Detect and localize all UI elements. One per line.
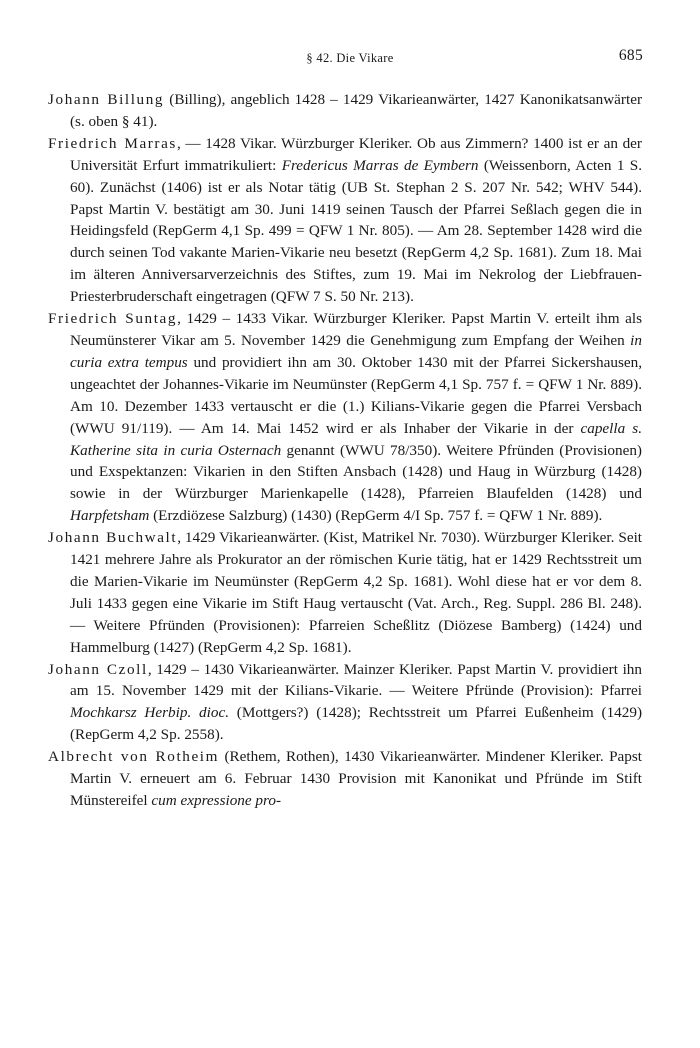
italic-citation: Fredericus Marras de Eymbern xyxy=(281,156,479,174)
body-text xyxy=(48,89,642,812)
entry-name: Friedrich Suntag xyxy=(48,310,178,328)
entry-text: , 1429 – 1430 Vikarieanwärter. Mainzer Kleriker. Papst Martin V. providiert ihn am 15. November 1429 mit der Kilians-Vikarie. — Weitere Pfründe (Provision): Pfarrei xyxy=(70,660,642,700)
entry-name: Friedrich Marras xyxy=(48,134,177,152)
running-head xyxy=(0,47,700,69)
italic-citation: in curia extra tempus xyxy=(70,331,642,371)
entry-text: , 1429 Vikarieanwärter. (Kist, Matrikel Nr. 7030). Würzburger Kleriker. Seit 1421 mehrere Jahre als Prokurator an der römischen Kurie tätig, hat er 1429 Rechtsstreit um die Marien-Vikarie im Neumünster (RepGerm 4,2 Sp. 1681). Wohl diese hat er vor dem 8. Juli 1433 gegen eine Vikarie im Stift Haug vertauscht (Vat. Arch., Reg. Suppl. 286 Bl. 248). — Weitere Pfründen (Provisionen): Pfarreien Scheßlitz (Diözese Bamberg) (1424) und Hammelburg (1427) (RepGerm 4,2 Sp. 1681). xyxy=(70,529,643,656)
italic-citation: Harpfetsham xyxy=(70,507,150,525)
entry-text: und providiert ihn am 30. Oktober 1430 mit der Pfarrei Sickershausen, ungeachtet der Johannes-Vikarie im Neumünster (RepGerm 4,1 Sp. 757 f. = QFW 1 Nr. 889). Am 10. Dezember 1433 vertauscht er die (1.) Kilians-Vikarie gegen die Pfarrei Versbach (WWU 91/119). — Am 14. Mai 1452 wird er als Inhaber der Vikarie in der xyxy=(70,353,643,437)
entry-text: (Rethem, Rothen), 1430 Vikarieanwärter. Mindener Kleriker. Papst Martin V. erneuert am 6. Februar 1430 Provision mit Kanonikat und Pfründe im Stift Münstereifel xyxy=(70,748,643,809)
entry-name: Johann Billung xyxy=(48,91,165,108)
entry-name: Albrecht von Rotheim xyxy=(48,748,220,766)
entry-friedrich-marras xyxy=(48,133,642,308)
entry-name: Johann Buchwalt xyxy=(48,529,178,547)
entry-text: , — 1428 Vikar. Würzburger Kleriker. Ob aus Zimmern? 1400 ist er an der Universität Erfurt immatrikuliert: xyxy=(70,134,642,174)
running-title: § 42. Die Vikare xyxy=(306,51,394,65)
entry-text: , 1429 – 1433 Vikar. Würzburger Kleriker. Papst Martin V. erteilt ihm als Neumünsterer Vikar am 5. November 1429 die Genehmigung zum Empfang der Weihen xyxy=(70,310,642,349)
entry-text: (Mottgers?) (1428); Rechtsstreit um Pfarrei Eußenheim (1429) (RepGerm 4,2 Sp. 2558). xyxy=(70,704,642,744)
italic-citation: capella s. Katherine sita in curia Osternach xyxy=(70,419,642,459)
entry-johann-billung xyxy=(48,89,642,133)
page-number: 685 xyxy=(618,47,643,64)
entry-name: Johann Czoll xyxy=(48,660,148,678)
entry-text: (Weissenborn, Acten 1 S. 60). Zunächst (1406) ist er als Notar tätig (UB St. Stephan 2 S. 207 Nr. 542; WHV 544). Papst Martin V. bestätigt am 30. Juni 1419 seinen Tausch der Pfarrei Seßlach gegen die in Heidingsfeld (RepGerm 4,1 Sp. 499 = QFW 1 Nr. 805). — Am 28. September 1428 wird die durch seinen Tod vakante Marien-Vikarie neu besetzt (RepGerm 4,2 Sp. 1681). Zum 18. Mai im älteren Anniversarverzeichnis des Stiftes, zum 19. Mai im Nekrolog der Liebfrauen-Priesterbruderschaft eingetragen (QFW 7 S. 50 Nr. 213). xyxy=(70,156,642,306)
entry-friedrich-suntag xyxy=(48,308,642,527)
entry-text: (Erzdiözese Salzburg) (1430) (RepGerm 4/I Sp. 757 f. = QFW 1 Nr. 889). xyxy=(149,507,603,525)
entry-albrecht-von-rotheim xyxy=(48,746,642,812)
italic-citation: cum expressione pro- xyxy=(151,792,282,809)
italic-citation: Mochkarsz Herbip. dioc. xyxy=(70,704,229,722)
entry-johann-czoll xyxy=(48,659,642,747)
entry-text: (Billing), angeblich 1428 – 1429 Vikarieanwärter, 1427 Kanonikatsanwärter (s. oben § 41). xyxy=(70,91,642,130)
entry-text: genannt (WWU 78/350). Weitere Pfründen (Provisionen) und Exspektanzen: Vikarien in den Stiften Ansbach (1428) und Haug in Würzburg (1428) sowie in der Würzburger Marienkapelle (1428), Pfarreien Blaufelden (1428) und xyxy=(70,441,642,503)
entry-johann-buchwalt xyxy=(48,527,642,658)
